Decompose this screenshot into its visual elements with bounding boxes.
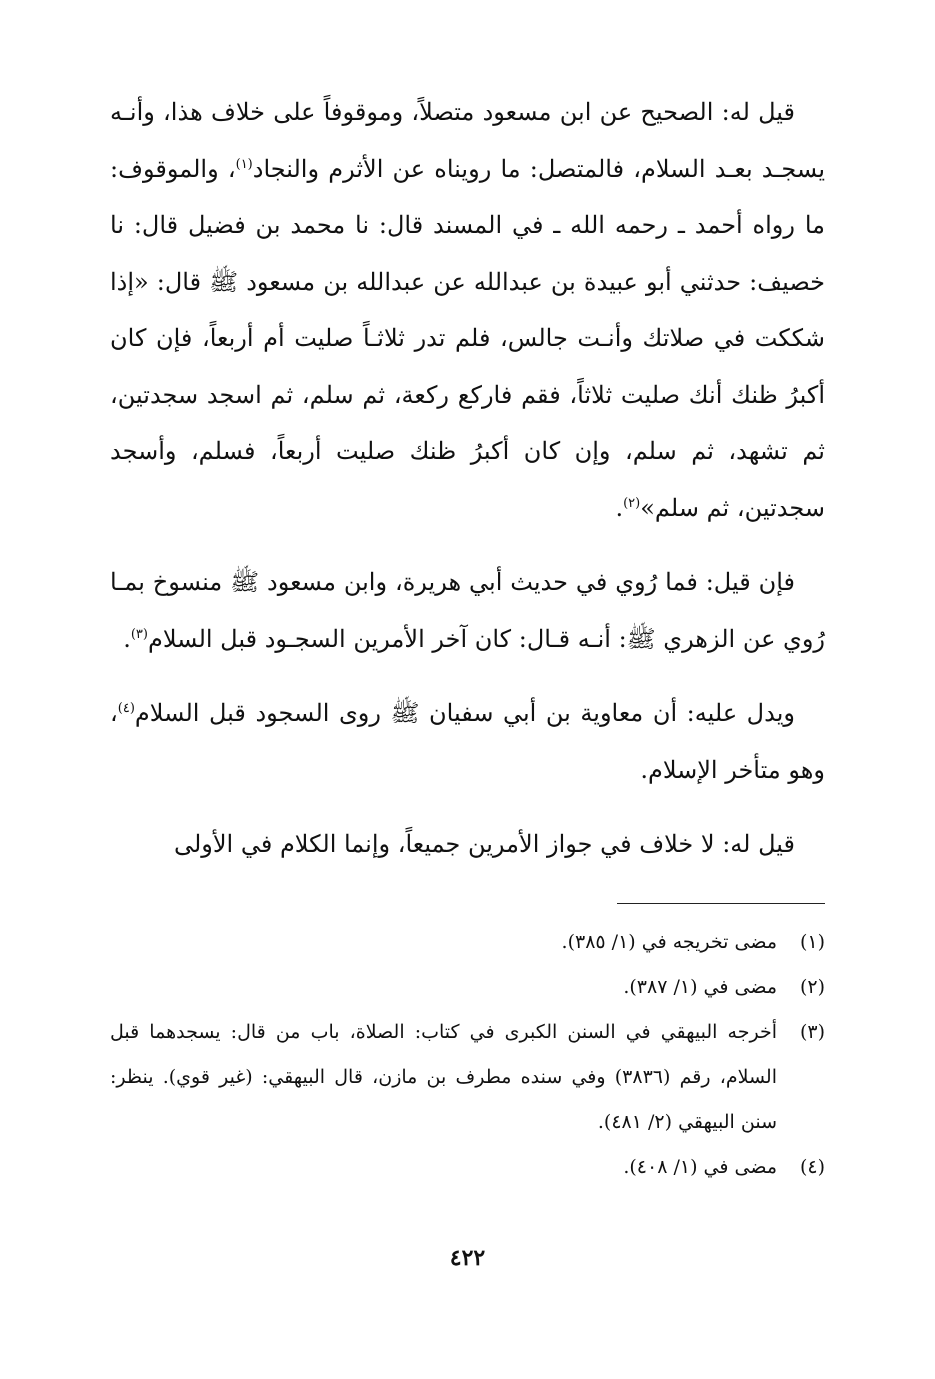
footnote-ref-1: (١)	[235, 156, 253, 172]
footnote-text: أخرجه البيهقي في السنن الكبرى في كتاب: الصلاة، باب من قال: يسجدهما قبل السلام، رقم (٣٨٣٦) وفي سنده مطرف بن مازن، قال البيهقي: (غير قوي). ينظر: سنن البيهقي (٢/ ٤٨١).	[110, 1021, 777, 1133]
main-text	[110, 84, 825, 891]
paragraph-4	[110, 816, 825, 873]
paragraph-3-end: ، وهو متأخر الإسلام.	[110, 699, 825, 784]
paragraph-2-end: .	[123, 624, 131, 653]
footnote-number: (٤)	[799, 1156, 825, 1178]
footnote-2	[110, 965, 825, 1010]
footnote-number: (١)	[799, 931, 825, 953]
paragraph-1	[110, 84, 825, 536]
footnote-4	[110, 1145, 825, 1190]
footnotes	[110, 920, 825, 1190]
footnote-text: مضى في (١/ ٤٠٨).	[623, 1156, 777, 1178]
paragraph-1-end: .	[615, 493, 624, 522]
footnote-number: (٣)	[799, 1021, 825, 1043]
footnote-text: مضى في (١/ ٣٨٧).	[623, 976, 777, 998]
paragraph-1-text: قيل له: الصحيح عن ابن مسعود متصلاً، وموقوفاً على خلاف هذا، وأنـه يسجـد بعـد السلام، فالمتصل: ما رويناه عن الأثرم والنجاد	[110, 98, 826, 183]
footnote-ref-3: (٣)	[130, 626, 148, 642]
paragraph-3-text: ويدل عليه: أن معاوية بن أبي سفيان ﷺ روى السجود قبل السلام	[134, 699, 795, 727]
page-number: ٤٢٢	[449, 1245, 486, 1271]
footnote-ref-2: (٢)	[623, 495, 641, 511]
paragraph-2	[110, 554, 825, 667]
footnote-3	[110, 1010, 825, 1145]
paragraph-4-text: قيل له: لا خلاف في جواز الأمرين جميعاً، وإنما الكلام في الأولى	[173, 830, 795, 858]
footnote-text: مضى تخريجه في (١/ ٣٨٥).	[561, 931, 777, 953]
footnote-number: (٢)	[799, 976, 825, 998]
footnote-ref-4: (٤)	[117, 701, 135, 716]
footnote-1	[110, 920, 825, 965]
paragraph-3	[110, 685, 825, 798]
paragraph-1-continued: ، والموقوف: ما رواه أحمد ـ رحمه الله ـ في المسند قال: نا محمد بن فضيل قال: نا خصيف: حدثني أبو عبيدة بن عبدالله عن عبدالله بن مسعود ﷺ قال: «إذا شككت في صلاتك وأنـت جالس، فلم تدر ثلاثـاً صليت أم أربعاً، فإن كان أكبرُ ظنك أنك صليت ثلاثاً، فقم فاركع ركعة، ثم سلم، ثم اسجد سجدتين، ثم تشهد، ثم سلم، وإن كان أكبرُ ظنك صليت أربعاً، فسلم، وأسجد سجدتين، ثم سلم»	[110, 154, 825, 522]
footnote-divider	[617, 903, 825, 904]
paragraph-2-text: فإن قيل: فما رُوي في حديث أبي هريرة، وابن مسعود ﷺ منسوخ بمـا رُوي عن الزهري ﷺ: أنـه قـال: كان آخر الأمرين السجـود قبل السلام	[110, 568, 825, 653]
